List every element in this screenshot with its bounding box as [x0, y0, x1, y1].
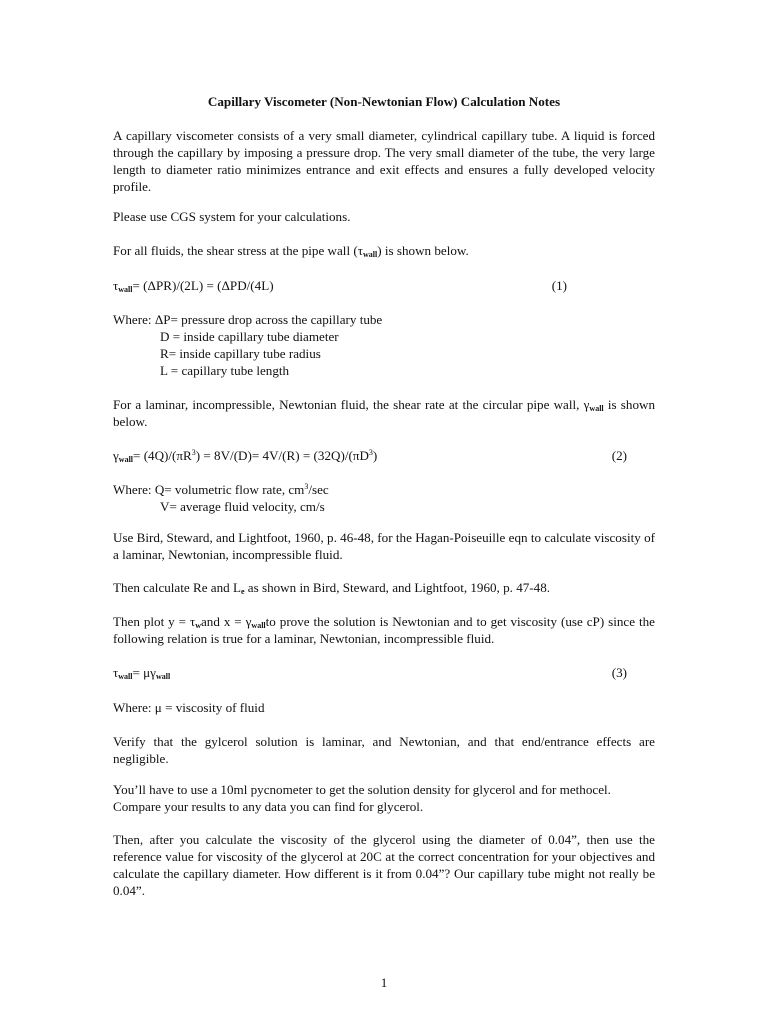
equation-3	[113, 664, 655, 681]
equation-2-number: (2)	[611, 448, 627, 463]
equation-3-number: (3)	[611, 665, 627, 680]
where-viscosity: Where: μ = viscosity of fluid	[113, 700, 265, 715]
pycnometer-note: You’ll have to use a 10ml pycnometer to get the solution density for glycerol and for methocel. Compare your results to any data you can find for glycerol.	[113, 782, 611, 814]
bird-reference: Use Bird, Steward, and Lightfoot, 1960, p. 46-48, for the Hagan-Poiseuille eqn to calculate viscosity of a laminar, Newtonian, incompressible fluid.	[113, 530, 655, 562]
where-list-2: Where: Q= volumetric flow rate, $cm^3/\sec$ V= average fluid velocity, cm/s	[113, 482, 329, 514]
cgs-note: Please use CGS system for your calculations.	[113, 209, 351, 224]
equation-1-expression: $\tau_{wall}= (\Delta PR)/(2L) = (\Delta PD/(4L)$	[113, 278, 274, 294]
plot-note: Then plot $y = \tau_wand$ $x = \gamma_{wall}to$ prove the solution is Newtonian and to get viscosity (use cP) since the following relation is true for a laminar, Newtonian, incompressible fluid.	[113, 614, 655, 646]
equation-2-expression: $\gamma_{wall}= (4Q)/(\pi R^3) = 8V/(D)= 4V/(R) = (32Q)/(\pi D^3)$	[113, 448, 378, 464]
page-number: 1	[380, 975, 388, 991]
equation-1	[113, 277, 655, 294]
shear-stress-intro: For all fluids, the shear stress at the pipe wall $(\tau_{wall})$ is shown below.	[113, 243, 469, 259]
verify-note: Verify that the gylcerol solution is laminar, and Newtonian, and that end/entrance effects are negligible.	[113, 734, 655, 766]
equation-3-expression: $\tau_{wall}= \mu\gamma_{wall}$	[113, 665, 171, 681]
intro-paragraph: A capillary viscometer consists of a very small diameter, cylindrical capillary tube. A liquid is forced through the capillary by imposing a pressure drop. The very small diameter of the tube, the very large length to diameter ratio minimizes entrance and exit effects and ensures a fully developed velocity profile.	[113, 128, 655, 194]
page-title: Capillary Viscometer (Non-Newtonian Flow) Calculation Notes	[207, 94, 561, 109]
equation-2	[113, 447, 655, 464]
shear-rate-intro: For a laminar, incompressible, Newtonian fluid, the shear rate at the circular pipe wall, $\gamma_{wall}$ is shown below.	[113, 397, 655, 429]
reynolds-note: Then calculate Re and $L_e$ as shown in Bird, Steward, and Lightfoot, 1960, p. 47-48.	[113, 580, 551, 596]
where-list-1: Where: ΔP= pressure drop across the capillary tube D = inside capillary tube diameter R= inside capillary tube radius L = capillary tube length	[113, 312, 383, 378]
equation-1-number: (1)	[551, 278, 567, 293]
final-note: Then, after you calculate the viscosity of the glycerol using the diameter of 0.04”, then use the reference value for viscosity of the glycerol at 20C at the correct concentration for your objectives and calculate the capillary diameter. How different is it from 0.04”? Our capillary tube might not really be 0.04”.	[113, 832, 655, 898]
